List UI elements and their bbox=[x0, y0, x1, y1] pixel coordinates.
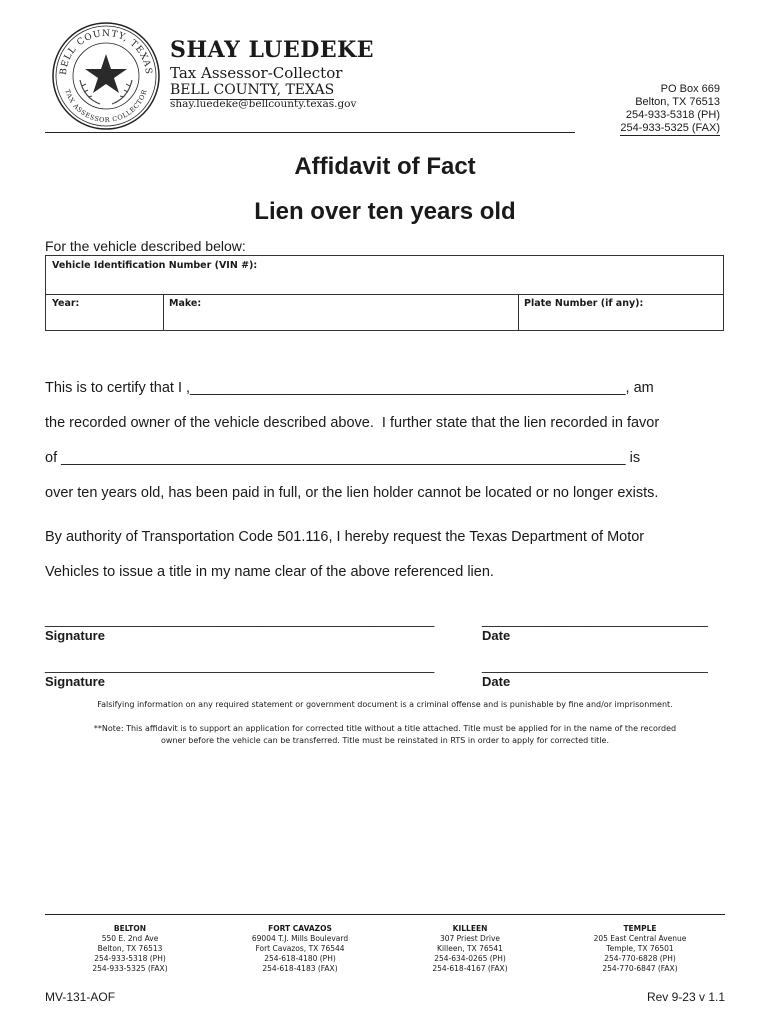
contact-block bbox=[620, 83, 720, 136]
date-line-1[interactable]: _____________________________ bbox=[482, 611, 708, 627]
year-label: Year: bbox=[52, 298, 80, 309]
lien-status-text: over ten years old, has been paid in full, or the lien holder cannot be located or no longer exists. bbox=[45, 485, 659, 501]
office-name-last: LUEDEKE bbox=[248, 37, 374, 63]
revision-number: Rev 9-23 v 1.1 bbox=[646, 990, 725, 1004]
signature-line-2[interactable]: __________________________________________________ bbox=[45, 657, 435, 673]
office-fax: 254-770-6847 (FAX) bbox=[602, 964, 678, 973]
form-number: MV-131-AOF bbox=[45, 990, 116, 1004]
office-phone: 254-770-6828 (PH) bbox=[604, 954, 676, 963]
recorded-owner-text: the recorded owner of the vehicle described above. I further state that the lien recorded in favor bbox=[45, 415, 660, 431]
office-name: BELTON bbox=[113, 924, 147, 933]
vin-label: Vehicle Identification Number (VIN #): bbox=[52, 260, 258, 271]
office-phone: 254-933-5318 (PH) bbox=[94, 954, 166, 963]
star-icon bbox=[85, 54, 127, 93]
signature-line-1[interactable]: __________________________________________________ bbox=[45, 611, 435, 627]
authority-text: By authority of Transportation Code 501.116, I hereby request the Texas Department of Motor bbox=[45, 529, 645, 545]
note-line-1: **Note: This affidavit is to support an application for corrected title without a title attached. Title must be applied for in the name of the recorded bbox=[93, 724, 677, 733]
county-name: BELL COUNTY, TEXAS bbox=[170, 82, 335, 98]
office-name-first: SHAY bbox=[170, 37, 241, 63]
po-box: PO Box 669 bbox=[660, 83, 720, 95]
office-phone: 254-634-0265 (PH) bbox=[434, 954, 506, 963]
office-phone: 254-618-4180 (PH) bbox=[264, 954, 336, 963]
office-name: TEMPLE bbox=[623, 924, 657, 933]
svg-text:BELL COUNTY, TEXAS: BELL COUNTY, TEXAS bbox=[58, 28, 154, 76]
office-city: Temple, TX 76501 bbox=[606, 944, 674, 953]
document-subtitle: Lien over ten years old bbox=[254, 198, 516, 225]
office-fax: 254-618-4167 (FAX) bbox=[432, 964, 508, 973]
note-line-2: owner before the vehicle can be transferred. Title must be reinstated in RTS in order to apply for corrected title. bbox=[161, 736, 609, 745]
office-fort-cavazos bbox=[215, 924, 385, 974]
office-fax: 254-618-4183 (FAX) bbox=[262, 964, 338, 973]
office-title: Tax Assessor-Collector bbox=[170, 64, 343, 82]
certify-owner-line[interactable]: This is to certify that I ,______________________________________________________, am bbox=[45, 380, 654, 396]
office-city: Killeen, TX 76541 bbox=[437, 944, 503, 953]
vehicle-info-table bbox=[45, 255, 724, 331]
svg-text:TAX ASSESSOR COLLECTOR: TAX ASSESSOR COLLECTOR bbox=[63, 88, 149, 125]
document-title: Affidavit of Fact bbox=[294, 153, 476, 180]
year-field[interactable] bbox=[46, 294, 164, 330]
vehicle-intro-text: For the vehicle described below: bbox=[45, 238, 246, 254]
office-name: KILLEEN bbox=[452, 924, 488, 933]
office-city: Belton, TX 76513 bbox=[97, 944, 163, 953]
county-seal-logo bbox=[50, 20, 162, 132]
request-text: Vehicles to issue a title in my name clear of the above referenced lien. bbox=[45, 564, 494, 580]
lienholder-line[interactable]: of ______________________________________________________________________ is bbox=[45, 450, 641, 466]
office-address: 550 E. 2nd Ave bbox=[101, 934, 159, 943]
vin-field[interactable] bbox=[46, 256, 723, 295]
office-belton bbox=[45, 924, 215, 974]
office-city: Fort Cavazos, TX 76544 bbox=[255, 944, 345, 953]
office-address: 307 Priest Drive bbox=[439, 934, 501, 943]
office-temple bbox=[555, 924, 725, 974]
date-label-1: Date bbox=[482, 628, 511, 643]
office-email: shay.luedeke@bellcounty.texas.gov bbox=[170, 98, 357, 110]
footer-divider bbox=[45, 914, 725, 915]
fax-number: 254-933-5325 (FAX) bbox=[620, 122, 720, 134]
office-name: FORT CAVAZOS bbox=[268, 924, 332, 933]
falsifying-warning: Falsifying information on any required statement or government document is a criminal offense and is punishable by fine and/or imprisonment. bbox=[97, 700, 673, 709]
office-fax: 254-933-5325 (FAX) bbox=[92, 964, 168, 973]
office-address: 69004 T.J. Mills Boulevard bbox=[251, 934, 349, 943]
plate-field[interactable] bbox=[518, 294, 723, 330]
office-holder-name bbox=[170, 37, 374, 63]
signature-label-1: Signature bbox=[45, 628, 105, 643]
date-label-2: Date bbox=[482, 674, 511, 689]
plate-label: Plate Number (if any): bbox=[524, 298, 644, 309]
city-state-zip: Belton, TX 76513 bbox=[635, 96, 720, 108]
date-line-2[interactable]: _____________________________ bbox=[482, 657, 708, 673]
make-label: Make: bbox=[169, 298, 202, 309]
phone-number: 254-933-5318 (PH) bbox=[625, 109, 720, 121]
office-address: 205 East Central Avenue bbox=[593, 934, 687, 943]
office-killeen bbox=[385, 924, 555, 974]
header-divider bbox=[45, 132, 575, 133]
make-field[interactable] bbox=[163, 294, 519, 330]
signature-label-2: Signature bbox=[45, 674, 105, 689]
